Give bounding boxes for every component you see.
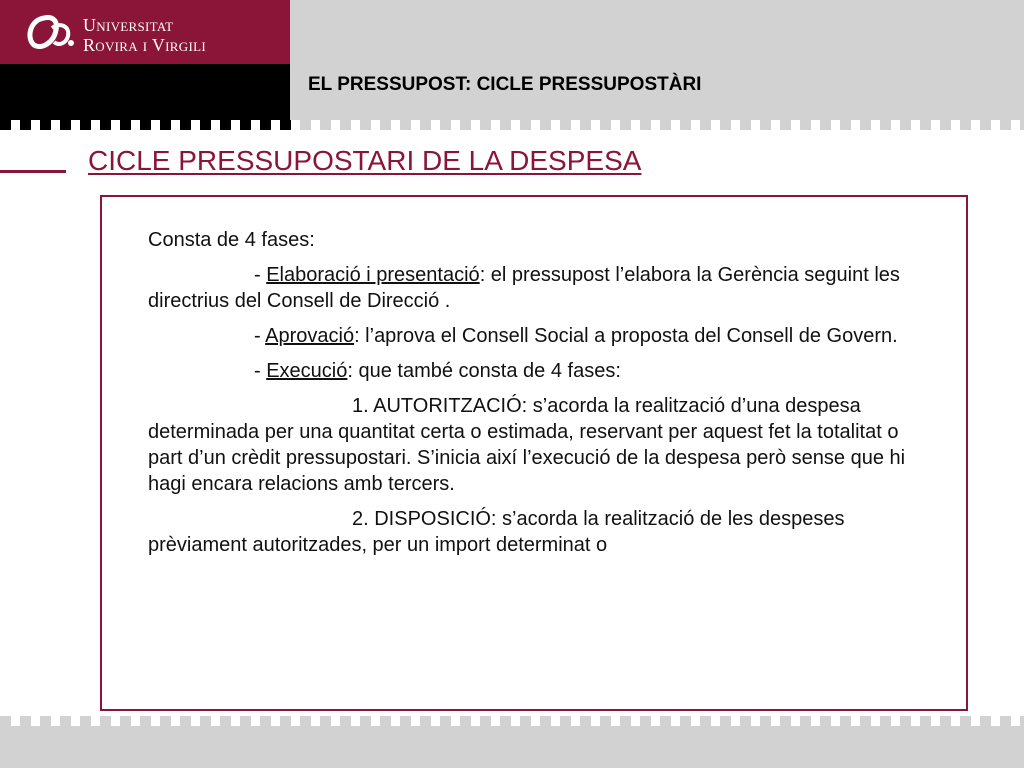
- divider-dash: [620, 120, 631, 130]
- phase-3-text: : que també consta de 4 fases:: [347, 360, 621, 382]
- divider-dash: [960, 716, 971, 726]
- step-1-paragraph: [148, 393, 918, 497]
- phase-1-text: : el pressupost l’elabora la Gerència seguint les directrius del Consell de Direcció .: [148, 264, 900, 312]
- divider-dash: [240, 716, 251, 726]
- divider-dash: [520, 120, 531, 130]
- divider-dash: [800, 716, 811, 726]
- divider-dash: [800, 120, 811, 130]
- divider-dash: [280, 120, 291, 130]
- step-2-paragraph: [148, 506, 918, 558]
- divider-dash: [380, 716, 391, 726]
- divider-dash: [20, 120, 31, 130]
- intro-paragraph: [148, 227, 918, 253]
- divider-dash: [360, 120, 371, 130]
- divider-dash: [100, 716, 111, 726]
- divider-dash: [40, 120, 51, 130]
- divider-dash: [700, 716, 711, 726]
- intro-text: Consta de 4 fases:: [148, 229, 315, 251]
- bottom-dashed-divider: [0, 716, 1024, 726]
- phase-1-label: Elaboració i presentació: [266, 264, 480, 286]
- divider-dash: [180, 120, 191, 130]
- divider-dash: [300, 120, 311, 130]
- divider-dash: [860, 120, 871, 130]
- divider-dash: [1020, 120, 1024, 130]
- brand-line2: Rovira i Virgili: [83, 35, 206, 55]
- divider-dash: [580, 716, 591, 726]
- header-grey-band: [290, 0, 1024, 120]
- divider-dash: [680, 120, 691, 130]
- top-dashed-divider: [0, 120, 1024, 130]
- phase-3-prefix: -: [254, 360, 267, 382]
- divider-dash: [320, 716, 331, 726]
- divider-dash: [620, 716, 631, 726]
- divider-dash: [420, 120, 431, 130]
- step-1-text: 1. AUTORITZACIÓ: s’acorda la realització d’una despesa determinada per una quantitat certa o estimada, reservant per aquest fet la totalitat o part d’un crèdit pressupostari. S’inicia així l’execució de la despesa però sense que hi hagi encara relacions amb tercers.: [148, 395, 906, 495]
- divider-dash: [780, 120, 791, 130]
- divider-dash: [980, 716, 991, 726]
- divider-dash: [920, 716, 931, 726]
- divider-dash: [280, 716, 291, 726]
- divider-dash: [480, 716, 491, 726]
- divider-dash: [240, 120, 251, 130]
- divider-dash: [880, 120, 891, 130]
- divider-dash: [980, 120, 991, 130]
- divider-dash: [640, 120, 651, 130]
- divider-dash: [820, 120, 831, 130]
- divider-dash: [460, 716, 471, 726]
- divider-dash: [40, 716, 51, 726]
- divider-dash: [660, 716, 671, 726]
- divider-dash: [100, 120, 111, 130]
- divider-dash: [880, 716, 891, 726]
- divider-dash: [840, 120, 851, 130]
- divider-dash: [940, 120, 951, 130]
- divider-dash: [440, 716, 451, 726]
- divider-dash: [500, 120, 511, 130]
- phase-3-paragraph: [148, 358, 918, 384]
- divider-dash: [960, 120, 971, 130]
- divider-dash: [580, 120, 591, 130]
- content-body: [148, 227, 918, 567]
- divider-dash: [60, 120, 71, 130]
- divider-dash: [360, 716, 371, 726]
- phase-3-label: Execució: [266, 360, 348, 382]
- phase-2-text: : l’aprova el Consell Social a proposta del Consell de Govern.: [354, 325, 898, 347]
- content-frame: [100, 195, 968, 711]
- divider-dash: [1000, 120, 1011, 130]
- divider-dash: [480, 120, 491, 130]
- divider-dash: [540, 120, 551, 130]
- divider-dash: [340, 716, 351, 726]
- divider-dash: [80, 120, 91, 130]
- divider-dash: [120, 120, 131, 130]
- phase-2-label: Aprovació: [265, 325, 355, 347]
- divider-dash: [760, 716, 771, 726]
- divider-dash: [340, 120, 351, 130]
- divider-dash: [320, 120, 331, 130]
- divider-dash: [760, 120, 771, 130]
- phase-1-prefix: -: [254, 264, 267, 286]
- brand-name: [83, 15, 206, 55]
- footer-grey-band: [0, 726, 1024, 768]
- divider-dash: [780, 716, 791, 726]
- divider-dash: [260, 120, 271, 130]
- divider-dash: [600, 716, 611, 726]
- brand-line1: Universitat: [83, 15, 174, 35]
- divider-dash: [600, 120, 611, 130]
- divider-dash: [740, 120, 751, 130]
- divider-dash: [1000, 716, 1011, 726]
- divider-dash: [720, 716, 731, 726]
- divider-dash: [860, 716, 871, 726]
- divider-dash: [400, 716, 411, 726]
- divider-dash: [840, 716, 851, 726]
- divider-dash: [80, 716, 91, 726]
- divider-dash: [940, 716, 951, 726]
- divider-dash: [540, 716, 551, 726]
- phase-1-paragraph: [148, 262, 918, 314]
- divider-dash: [920, 120, 931, 130]
- divider-dash: [700, 120, 711, 130]
- divider-dash: [200, 120, 211, 130]
- slide-header-title: EL PRESSUPOST: CICLE PRESSUPOSTÀRI: [308, 74, 702, 95]
- divider-dash: [400, 120, 411, 130]
- divider-dash: [300, 716, 311, 726]
- divider-dash: [220, 120, 231, 130]
- divider-dash: [380, 120, 391, 130]
- step-2-text: 2. DISPOSICIÓ: s’acorda la realització de les despeses prèviament autoritzades, per un import determinat o: [148, 508, 845, 556]
- divider-dash: [440, 120, 451, 130]
- divider-dash: [900, 716, 911, 726]
- header-black-band: [0, 64, 290, 120]
- divider-dash: [120, 716, 131, 726]
- divider-dash: [0, 716, 11, 726]
- divider-dash: [460, 120, 471, 130]
- divider-dash: [560, 120, 571, 130]
- divider-dash: [420, 716, 431, 726]
- divider-dash: [140, 716, 151, 726]
- divider-dash: [560, 716, 571, 726]
- divider-dash: [20, 716, 31, 726]
- divider-dash: [660, 120, 671, 130]
- divider-dash: [160, 716, 171, 726]
- divider-dash: [60, 716, 71, 726]
- section-rule: [0, 170, 66, 173]
- divider-dash: [1020, 716, 1024, 726]
- brand-banner: [0, 0, 290, 64]
- divider-dash: [900, 120, 911, 130]
- university-logo-icon: [24, 14, 76, 50]
- divider-dash: [180, 716, 191, 726]
- divider-dash: [520, 716, 531, 726]
- divider-dash: [740, 716, 751, 726]
- divider-dash: [140, 120, 151, 130]
- divider-dash: [720, 120, 731, 130]
- phase-2-prefix: -: [254, 325, 266, 347]
- divider-dash: [220, 716, 231, 726]
- divider-dash: [680, 716, 691, 726]
- divider-dash: [160, 120, 171, 130]
- divider-dash: [500, 716, 511, 726]
- divider-dash: [640, 716, 651, 726]
- divider-dash: [200, 716, 211, 726]
- phase-2-paragraph: [148, 323, 918, 349]
- section-title: CICLE PRESSUPOSTARI DE LA DESPESA: [88, 145, 642, 176]
- divider-dash: [260, 716, 271, 726]
- divider-dash: [0, 120, 11, 130]
- divider-dash: [820, 716, 831, 726]
